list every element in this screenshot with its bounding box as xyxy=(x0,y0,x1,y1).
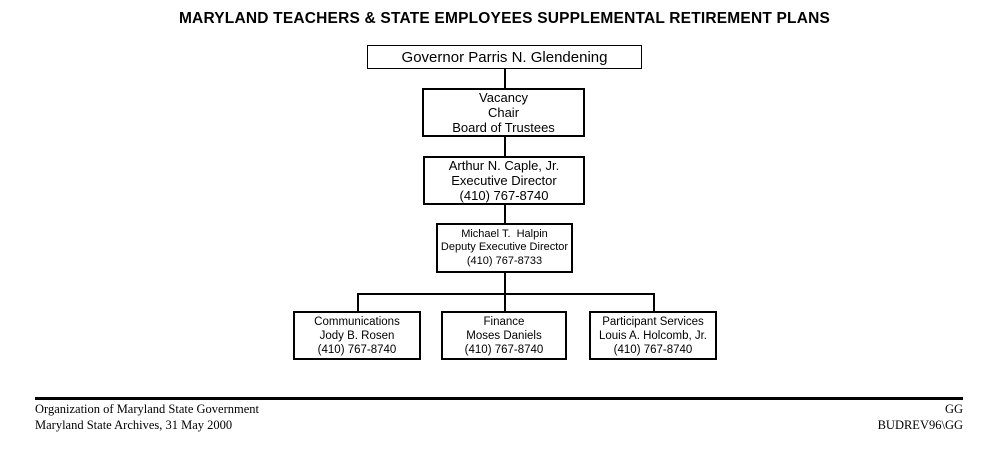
participant-services-phone: (410) 767-8740 xyxy=(613,343,693,356)
finance-unit: Finance xyxy=(483,315,525,328)
connector-branch-to-communications xyxy=(357,293,359,311)
executive-director-title: Executive Director xyxy=(451,173,557,188)
participant-services-name: Louis A. Holcomb, Jr. xyxy=(598,329,708,342)
org-node-board-chair xyxy=(422,88,585,137)
deputy-title: Deputy Executive Director xyxy=(440,241,569,254)
footer-source-line1: Organization of Maryland State Government xyxy=(35,402,260,416)
footer-reference-line2: BUDREV96\GG xyxy=(877,417,963,432)
connector-exec-to-deputy xyxy=(504,205,506,223)
connector-deputy-to-branch xyxy=(504,273,506,293)
page-title: MARYLAND TEACHERS & STATE EMPLOYEES SUPPLEMENTAL RETIREMENT PLANS xyxy=(178,10,831,27)
footer-reference-line1: GG xyxy=(944,402,963,416)
org-node-governor xyxy=(367,45,642,69)
executive-director-phone: (410) 767-8740 xyxy=(459,188,549,203)
governor-name: Governor Parris N. Glendening xyxy=(401,48,608,66)
deputy-phone: (410) 767-8733 xyxy=(466,254,543,267)
connector-governor-to-board xyxy=(504,69,506,88)
executive-director-name: Arthur N. Caple, Jr. xyxy=(448,158,560,173)
org-node-communications xyxy=(293,311,421,360)
connector-board-to-exec xyxy=(504,137,506,156)
org-node-finance xyxy=(441,311,567,360)
participant-services-unit: Participant Services xyxy=(602,315,704,328)
communications-unit: Communications xyxy=(314,315,400,328)
communications-phone: (410) 767-8740 xyxy=(317,343,397,356)
footer-source-line2: Maryland State Archives, 31 May 2000 xyxy=(35,417,233,432)
footer-divider xyxy=(35,397,963,400)
board-chair-org: Board of Trustees xyxy=(452,120,555,135)
finance-phone: (410) 767-8740 xyxy=(464,343,544,356)
org-node-deputy-executive-director xyxy=(436,223,573,273)
connector-branch-horizontal xyxy=(357,293,654,295)
connector-branch-to-finance xyxy=(504,293,506,311)
deputy-name: Michael T. Halpin xyxy=(461,227,548,240)
board-chair-title: Chair xyxy=(487,105,520,120)
board-chair-name: Vacancy xyxy=(479,90,528,105)
footer-source xyxy=(35,402,259,433)
connector-branch-to-participant-services xyxy=(653,293,655,311)
footer-reference xyxy=(878,402,963,433)
communications-name: Jody B. Rosen xyxy=(319,329,395,342)
finance-name: Moses Daniels xyxy=(466,329,542,342)
org-node-executive-director xyxy=(423,156,585,205)
org-node-participant-services xyxy=(589,311,717,360)
